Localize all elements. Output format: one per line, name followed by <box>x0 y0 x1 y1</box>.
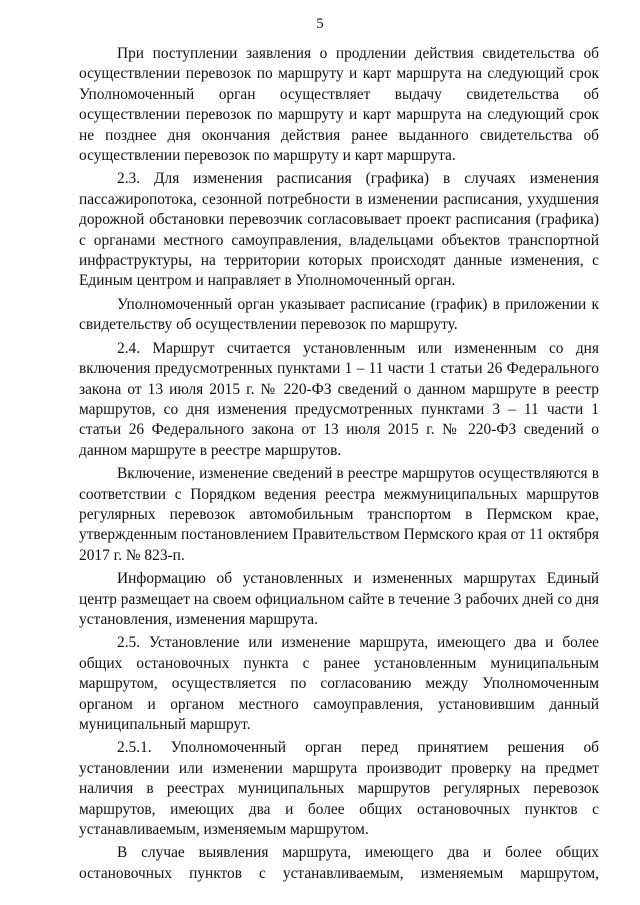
paragraph-route-publication: Информацию об установленных и измененных маршрутах Единый центр размещает на своем официальном сайте в течение 3 рабочих дней со дня установления, изменения маршрута. <box>79 570 600 628</box>
paragraph-2-5-1-registry-check: 2.5.1. Уполномоченный орган перед принятием решения об установлении или изменении маршрута производит проверку на предмет наличия в реестрах муниципальных маршрутов регулярных перевозок маршрутов, имеющих два и более общих остановочных пунктов с устанавливаемым, изменяемым маршрутом. <box>79 739 599 839</box>
paragraph-2-3-schedule-change: 2.3. Для изменения расписания (графика) в случаях изменения пассажиропотока, сезонной потребности в изменении расписания, ухудшения дорожной обстановки перевозчик согласовывает проект расписания (графика) с органами местного самоуправления, владельцами объектов транспортной инфраструктуры, на территории которых происходят данные изменения, с Единым центром и направляет в Уполномоченный орган. <box>79 170 599 290</box>
paragraph-schedule-attachment: Уполномоченный орган указывает расписание (график) в приложении к свидетельству об осуществлении перевозок по маршруту. <box>79 295 599 334</box>
page-number: 5 <box>316 16 324 32</box>
paragraph-2-4-route-established: 2.4. Маршрут считается установленным или измененным со дня включения предусмотренных пунктами 1 – 11 части 1 статьи 26 Федерального закона от 13 июля 2015 г. № 220-ФЗ сведений о данном маршруте в реестр маршрутов, со дня изменения предусмотренных пунктами 3 – 11 части 1 статьи 26 Федерального закона от 13 июля 2015 г. № 220-ФЗ сведений о данном маршруте в реестре маршрутов. <box>79 339 599 459</box>
paragraph-renewal-issuance: При поступлении заявления о продлении действия свидетельства об осуществлении перевозок по маршруту и карт маршрута на следующий срок Уполномоченный орган осуществляет выдачу свидетельства об осуществлении перевозок по маршруту и карт маршрута на следующий срок не позднее дня окончания действия ранее выданного свидетельства об осуществлении перевозок по маршруту и карт маршрута. <box>79 45 599 165</box>
paragraph-registry-changes: Включение, изменение сведений в реестре маршрутов осуществляются в соответствии с Порядком ведения реестра межмуниципальных маршрутов регулярных перевозок автомобильным транспортом в Пермском крае, утвержденным постановлением Правительством Пермского края от 11 октября 2017 г. № 823-п. <box>79 465 599 564</box>
document-body <box>79 44 599 884</box>
paragraph-overlap-detected: В случае выявления маршрута, имеющего два и более общих остановочных пунктов с устанавливаемым, изменяемым маршрутом, <box>79 844 599 882</box>
paragraph-2-5-route-coordination: 2.5. Установление или изменение маршрута, имеющего два и более общих остановочных пункта с ранее установленным муниципальным маршрутом, осуществляется по согласованию между Уполномоченным органом и органом местного самоуправления, установившим данный муниципальный маршрут. <box>79 634 599 733</box>
